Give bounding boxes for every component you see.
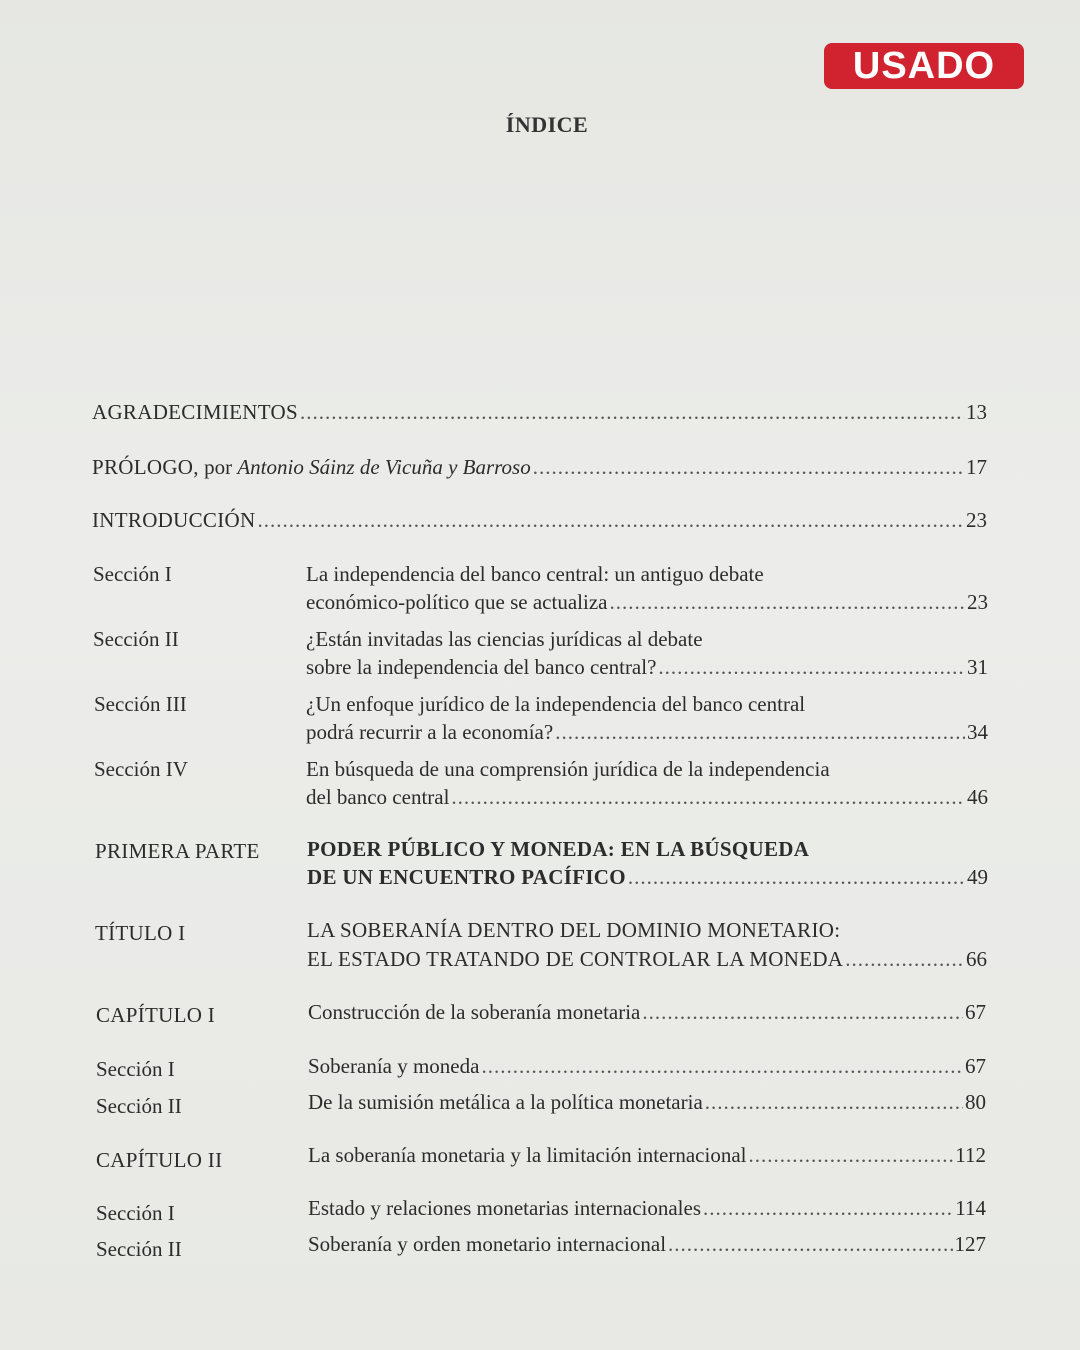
toc-entry-text: Soberanía y orden monetario internacional xyxy=(308,1232,667,1256)
toc-chapter-title xyxy=(308,1143,986,1168)
toc-page-number: 31 xyxy=(967,655,988,679)
toc-section-title xyxy=(308,1232,986,1257)
toc-part-label: PRIMERA PARTE xyxy=(95,839,260,863)
toc-section-title-line1: ¿Un enfoque jurídico de la independencia del banco central xyxy=(306,692,806,716)
toc-page-number: 46 xyxy=(967,785,988,809)
toc-entry-text: Soberanía y moneda xyxy=(308,1054,480,1078)
toc-section-label: Sección I xyxy=(96,1201,175,1225)
leader-dots xyxy=(658,655,965,680)
leader-dots xyxy=(705,1090,963,1115)
toc-entry-text: De la sumisión metálica a la política monetaria xyxy=(308,1090,703,1114)
toc-section-title-line2 xyxy=(306,590,988,615)
leader-dots xyxy=(668,1232,952,1257)
toc-entry-prologo xyxy=(92,455,987,480)
toc-section-label: Sección IV xyxy=(94,757,188,781)
toc-page-number: 80 xyxy=(965,1090,986,1114)
toc-title-label: TÍTULO I xyxy=(95,921,186,945)
toc-entry-label: INTRODUCCIÓN xyxy=(92,508,256,532)
leader-dots xyxy=(555,720,965,745)
page-title: ÍNDICE xyxy=(505,112,589,137)
leader-dots xyxy=(257,508,964,533)
toc-page-number: 114 xyxy=(955,1196,986,1220)
toc-chapter-title xyxy=(308,1000,986,1025)
toc-section-title-line2 xyxy=(306,655,988,680)
toc-page-number: 67 xyxy=(965,1054,986,1078)
toc-page-number: 23 xyxy=(967,590,988,614)
leader-dots xyxy=(628,865,965,890)
toc-part-title-line2 xyxy=(307,865,988,890)
toc-entry-text: del banco central xyxy=(306,785,450,809)
toc-entry-text: La soberanía monetaria y la limitación internacional xyxy=(308,1143,747,1167)
toc-entry-by: por xyxy=(198,455,238,479)
toc-chapter-label: CAPÍTULO II xyxy=(96,1148,223,1172)
toc-section-title-line1: La independencia del banco central: un antiguo debate xyxy=(306,562,764,586)
toc-page-number: 34 xyxy=(967,720,988,744)
toc-section-title-line2 xyxy=(306,785,988,810)
leader-dots xyxy=(451,785,965,810)
leader-dots xyxy=(642,1000,963,1025)
toc-section-label: Sección I xyxy=(93,562,172,586)
toc-entry-author: Antonio Sáinz de Vicuña y Barroso xyxy=(237,455,531,479)
toc-entry-text: Estado y relaciones monetarias internacionales xyxy=(308,1196,702,1220)
toc-page-number: 127 xyxy=(954,1232,986,1256)
toc-page-number: 17 xyxy=(966,455,987,479)
toc-section-label: Sección II xyxy=(93,627,179,651)
toc-section-label: Sección II xyxy=(96,1094,182,1118)
used-badge: USADO xyxy=(824,43,1024,89)
toc-section-title xyxy=(308,1090,986,1115)
toc-page-number: 49 xyxy=(967,865,988,889)
toc-page-number: 112 xyxy=(955,1143,986,1167)
toc-section-title-line2 xyxy=(306,720,988,745)
toc-entry-text: DE UN ENCUENTRO PACÍFICO xyxy=(307,865,626,889)
leader-dots xyxy=(481,1054,963,1079)
toc-entry-text: sobre la independencia del banco central? xyxy=(306,655,657,679)
toc-page-number: 66 xyxy=(966,947,987,971)
toc-entry-introduccion xyxy=(92,508,987,533)
toc-entry-text: podrá recurrir a la economía? xyxy=(306,720,554,744)
leader-dots xyxy=(703,1196,953,1221)
toc-section-title xyxy=(308,1196,986,1221)
toc-entry-text: EL ESTADO TRATANDO DE CONTROLAR LA MONEDA xyxy=(307,947,844,971)
leader-dots xyxy=(300,400,964,425)
toc-page-number: 13 xyxy=(966,400,987,424)
toc-entry-text: Construcción de la soberanía monetaria xyxy=(308,1000,641,1024)
toc-section-title xyxy=(308,1054,986,1079)
toc-page-number: 67 xyxy=(965,1000,986,1024)
toc-chapter-label: CAPÍTULO I xyxy=(96,1003,216,1027)
leader-dots xyxy=(533,455,964,480)
toc-part-title-line1: PODER PÚBLICO Y MONEDA: EN LA BÚSQUEDA xyxy=(307,837,810,861)
toc-section-title-line1: En búsqueda de una comprensión jurídica de la independencia xyxy=(306,757,830,781)
toc-section-label: Sección III xyxy=(94,692,187,716)
toc-entry-text: económico-político que se actualiza xyxy=(306,590,608,614)
toc-section-title-line1: ¿Están invitadas las ciencias jurídicas al debate xyxy=(306,627,703,651)
toc-entry-agradecimientos xyxy=(92,400,987,425)
toc-page-number: 23 xyxy=(966,508,987,532)
toc-entry-label: PRÓLOGO, xyxy=(92,455,199,479)
toc-section-label: Sección I xyxy=(96,1057,175,1081)
leader-dots xyxy=(749,1143,954,1168)
toc-title-line1: LA SOBERANÍA DENTRO DEL DOMINIO MONETARIO: xyxy=(307,918,841,942)
leader-dots xyxy=(609,590,965,615)
leader-dots xyxy=(845,947,964,972)
toc-section-label: Sección II xyxy=(96,1237,182,1261)
toc-entry-label: AGRADECIMIENTOS xyxy=(92,400,298,424)
toc-title-line2 xyxy=(307,947,987,972)
